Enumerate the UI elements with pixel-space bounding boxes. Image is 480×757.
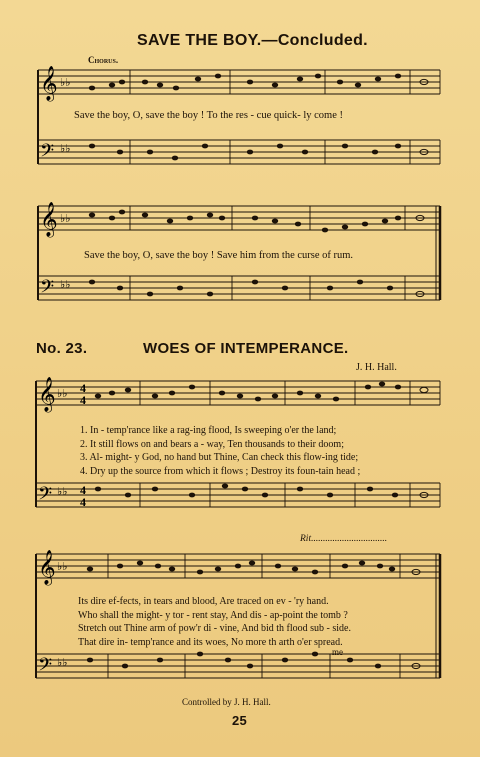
svg-text:♭♭: ♭♭: [57, 560, 68, 573]
verse-2-line-b: Who shall the might- y tor - rent stay, And dis - ap-point the tomb ?: [78, 609, 348, 621]
svg-text:♭♭: ♭♭: [57, 656, 68, 669]
svg-text:♭♭: ♭♭: [57, 485, 68, 498]
overlap-word: me: [332, 647, 343, 657]
hymn-title: WOES OF INTEMPERANCE.: [143, 340, 349, 357]
chorus-lyric-line-1: Save the boy, O, save the boy ! To the res - cue quick- ly come !: [74, 110, 343, 121]
svg-text:4: 4: [80, 381, 86, 395]
svg-text:4: 4: [80, 393, 86, 407]
chorus-lyric-line-2: Save the boy, O, save the boy ! Save him from the curse of rum.: [84, 250, 354, 261]
svg-text:♭♭: ♭♭: [60, 76, 71, 89]
composer-credit: J. H. Hall.: [356, 362, 397, 373]
svg-text:𝄞: 𝄞: [40, 202, 58, 237]
page-title: SAVE THE BOY.—Concluded.: [137, 32, 368, 49]
svg-text:𝄞: 𝄞: [38, 377, 56, 412]
chorus-label: Chorus.: [88, 55, 119, 65]
svg-text:𝄞: 𝄞: [40, 66, 58, 101]
verse-1-line-a: 1. In - temp'rance like a rag-ing flood, Is sweeping o'er the land;: [80, 425, 337, 436]
copyright-credit: Controlled by J. H. Hall.: [182, 697, 271, 707]
ritardando-marking: Rit................................: [300, 534, 388, 544]
hymn-number: No. 23.: [36, 340, 88, 357]
verse-block-1: [80, 424, 360, 478]
svg-text:♭♭: ♭♭: [57, 387, 68, 400]
svg-text:♭♭: ♭♭: [60, 278, 71, 291]
verse-3-line-a: 3. Al- might- y God, no hand but Thine, Can check this flow-ing tide;: [80, 452, 359, 464]
svg-text:𝄢: 𝄢: [38, 655, 53, 680]
svg-text:♭♭: ♭♭: [60, 142, 71, 155]
svg-text:♭♭: ♭♭: [60, 212, 71, 225]
verse-1-line-b: Its dire ef-fects, in tears and blood, Are traced on ev - 'ry hand.: [78, 596, 329, 607]
verse-4-line-b: That dire in- temp'rance and its woes, No more th arth o'er spread.: [78, 636, 343, 648]
verse-4-line-a: 4. Dry up the source from which it flows ; Destroy its foun-tain head ;: [80, 465, 361, 477]
svg-text:𝄢: 𝄢: [40, 141, 55, 166]
verse-3-line-b: Stretch out Thine arm of pow'r di - vine, And bid th flood sub - side.: [78, 623, 351, 635]
svg-text:𝄢: 𝄢: [40, 277, 55, 302]
svg-text:𝄞: 𝄞: [38, 550, 56, 585]
verse-block-2: [78, 595, 351, 649]
svg-text:𝄢: 𝄢: [38, 484, 53, 509]
page-number: 25: [232, 713, 248, 728]
verse-2-line-a: 2. It still flows on and bears a - way, Ten thousands to their doom;: [80, 438, 344, 450]
svg-text:4: 4: [80, 495, 86, 509]
svg-text:4: 4: [80, 483, 86, 497]
